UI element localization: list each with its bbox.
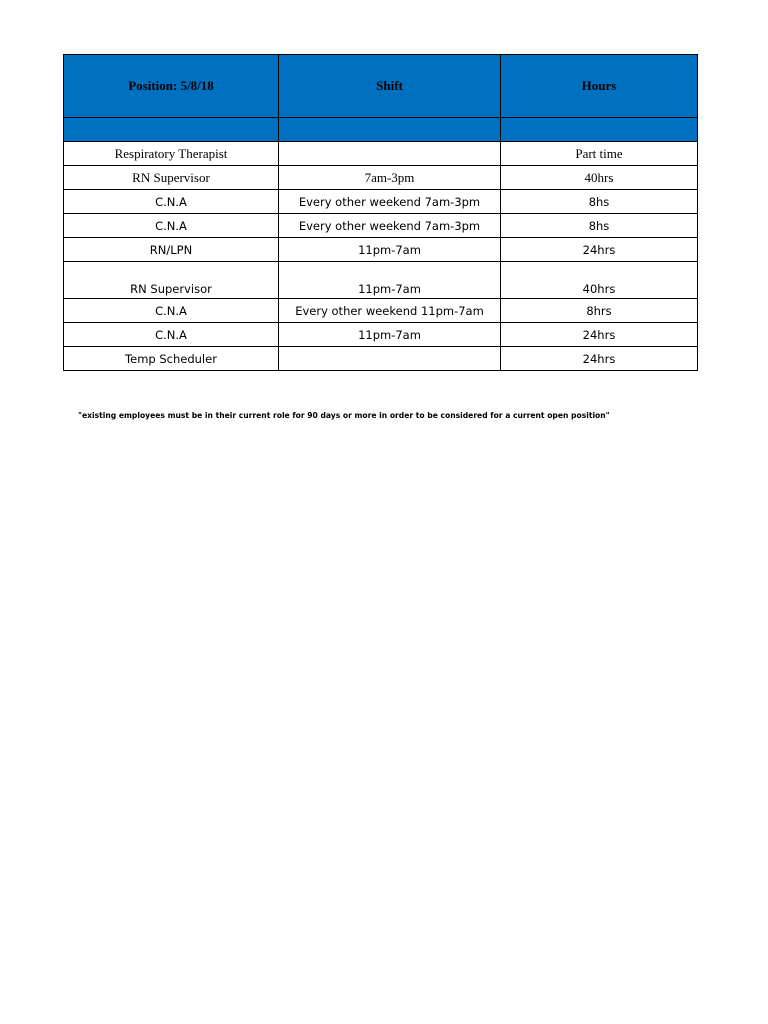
position-cell: C.N.A	[64, 214, 279, 238]
header-shift: Shift	[279, 55, 501, 118]
position-cell: RN Supervisor	[64, 262, 279, 299]
header-hours: Hours	[501, 55, 698, 118]
position-cell: RN/LPN	[64, 238, 279, 262]
position-cell: Temp Scheduler	[64, 347, 279, 371]
table-row	[64, 214, 698, 238]
band-cell	[501, 118, 698, 142]
table-row	[64, 142, 698, 166]
band-cell	[64, 118, 279, 142]
hours-cell: Part time	[501, 142, 698, 166]
position-cell: C.N.A	[64, 323, 279, 347]
hours-cell: 8hs	[501, 214, 698, 238]
table-row	[64, 262, 698, 299]
table-row	[64, 299, 698, 323]
shift-cell	[279, 142, 501, 166]
hours-cell: 24hrs	[501, 238, 698, 262]
header-band-row	[64, 118, 698, 142]
position-cell: C.N.A	[64, 299, 279, 323]
table-header-row	[64, 55, 698, 118]
hours-cell: 40hrs	[501, 166, 698, 190]
position-cell: Respiratory Therapist	[64, 142, 279, 166]
band-cell	[279, 118, 501, 142]
hours-cell: 8hs	[501, 190, 698, 214]
shift-cell	[279, 347, 501, 371]
shift-cell: Every other weekend 7am-3pm	[279, 214, 501, 238]
shift-cell: 11pm-7am	[279, 238, 501, 262]
table-row	[64, 323, 698, 347]
shift-cell: 11pm-7am	[279, 323, 501, 347]
table-row	[64, 166, 698, 190]
shift-cell: 7am-3pm	[279, 166, 501, 190]
position-cell: RN Supervisor	[64, 166, 279, 190]
open-positions-table	[63, 54, 698, 371]
hours-cell: 8hrs	[501, 299, 698, 323]
table-row	[64, 190, 698, 214]
shift-cell: 11pm-7am	[279, 262, 501, 299]
hours-cell: 24hrs	[501, 323, 698, 347]
header-position: Position: 5/8/18	[64, 55, 279, 118]
table-row	[64, 238, 698, 262]
hours-cell: 24hrs	[501, 347, 698, 371]
hours-cell: 40hrs	[501, 262, 698, 299]
table-row	[64, 347, 698, 371]
shift-cell: Every other weekend 11pm-7am	[279, 299, 501, 323]
eligibility-note: "existing employees must be in their current role for 90 days or more in order to be considered for a current open position"	[78, 411, 610, 420]
position-cell: C.N.A	[64, 190, 279, 214]
shift-cell: Every other weekend 7am-3pm	[279, 190, 501, 214]
